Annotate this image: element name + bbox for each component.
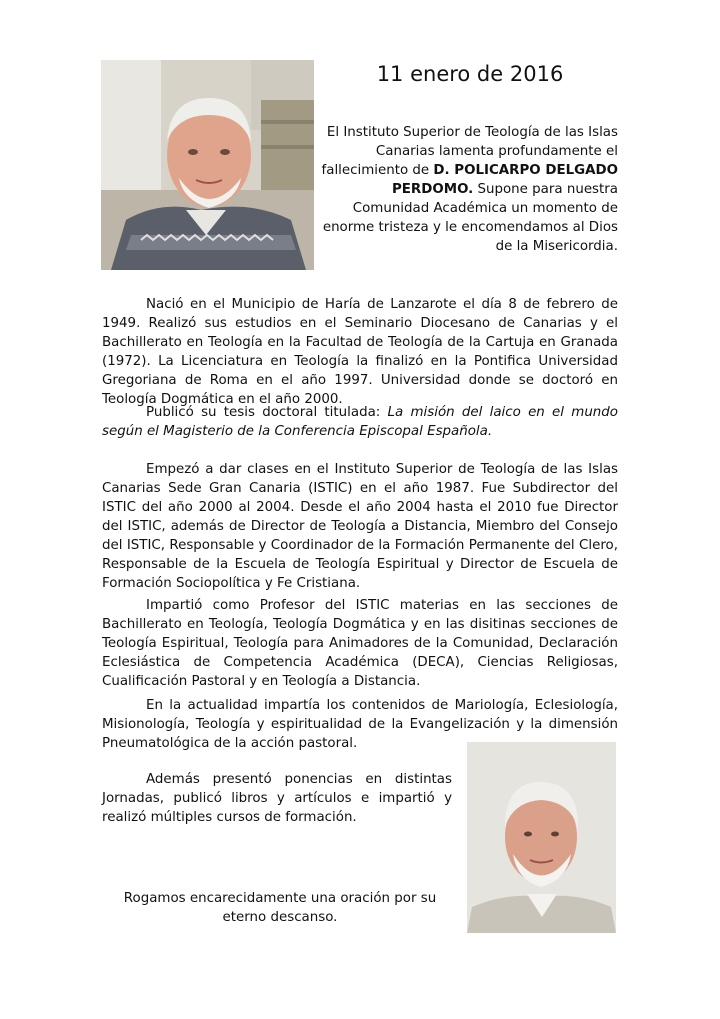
thesis-title: La misión del laico en el mundo según el Magisterio de la Conferencia Episcopal Española. (102, 405, 618, 439)
paragraph-publications: Además presentó ponencias en distintas Jornadas, publicó libros y artículos e impartió y realizó múltiples cursos de formación. (102, 772, 452, 825)
deceased-name: D. POLICARPO DELGADO PERDOMO. (391, 163, 618, 197)
paragraph-thesis (102, 403, 618, 441)
portrait-photo-bottom (467, 742, 616, 933)
intro-paragraph (318, 123, 618, 256)
paragraph-current-courses: En la actualidad impartía los contenidos de Mariología, Eclesiología, Misionología, Teología y espiritualidad de la Evangelización y la dimensión Pneumatológica de la acción pastoral. (102, 698, 618, 751)
document-date: 11 enero de 2016 (376, 62, 564, 86)
intro-text-1: El Instituto Superior de Teología de las Islas Canarias lamenta profundamente el fallecimiento de (321, 125, 618, 178)
paragraph-teaching: Impartió como Profesor del ISTIC materias en las secciones de Bachillerato en Teología, Teología Dogmática y en las disitinas secciones de Teología Espiritual, Teología para Animadores de la Comunidad, Declaración Eclesiástica de Competencia Académica (DECA), Ciencias Religiosas, Cualificación Pastoral y en Teología a Distancia. (102, 598, 618, 689)
paragraph-birth-studies: Nació en el Municipio de Haría de Lanzarote el día 8 de febrero de 1949. Realizó sus estudios en el Seminario Diocesano de Canarias y el Bachillerato en Teología en la Facultad de Teología de la Cartuja en Granada (1972). La Licenciatura en Teología la finalizó en la Pontifica Universidad Gregoriana de Roma en el año 1997. Universidad donde se doctoró en Teología Dogmática en el año 2000. (102, 297, 618, 407)
portrait-photo-top (101, 60, 314, 270)
paragraph-career: Empezó a dar clases en el Instituto Superior de Teología de las Islas Canarias Sede Gran Canaria (ISTIC) en el año 1987. Fue Subdirector del ISTIC del año 2000 al 2004. Desde el año 2004 hasta el 2010 fue Director del ISTIC, además de Director de Teología a Distancia, Miembro del Consejo del ISTIC, Responsable y Coordinador de la Formación Permanente del Clero, Responsable de la Escuela de Teología Espiritual y Director de Escuela de Formación Sociopolítica y Fe Cristiana. (102, 462, 618, 591)
portrait-illustration-top (101, 60, 314, 270)
closing-prayer: Rogamos encarecidamente una oración por su eterno descanso. (123, 891, 437, 925)
intro-text-2: Supone para nuestra Comunidad Académica un momento de enorme tristeza y le encomendamos al Dios de la Misericordia. (322, 182, 618, 254)
thesis-lead: Publicó su tesis doctoral titulada: (146, 405, 388, 420)
portrait-illustration-bottom (467, 742, 616, 933)
